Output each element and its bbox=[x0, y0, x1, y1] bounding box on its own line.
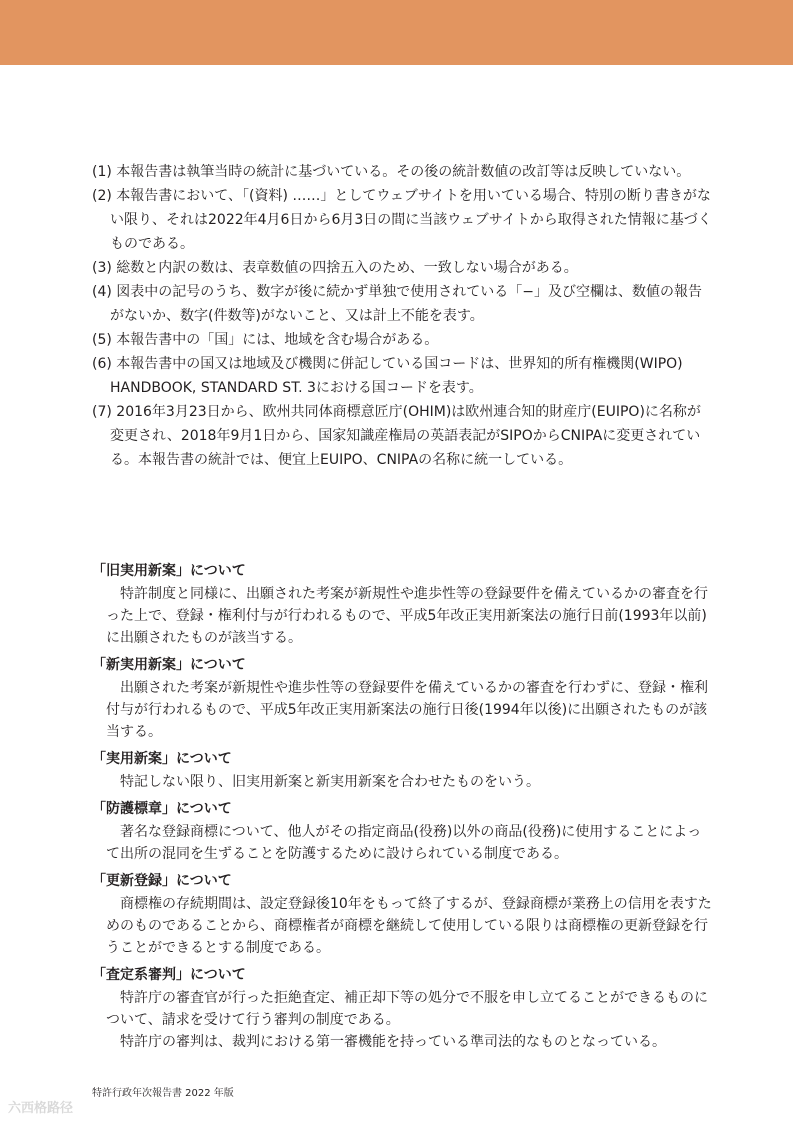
section-paragraph: 特許庁の審査官が行った拒絶査定、補正却下等の処分で不服を申し立てることができるものについて、請求を受けて行う審判の制度である。 bbox=[106, 990, 708, 1028]
section-paragraph: 出願された考案が新規性や進歩性等の登録要件を備えているかの審査を行わずに、登録・権利付与が行われるもので、平成5年改正実用新案法の施行日後(1994年以後)に出願されたものが該当する。 bbox=[106, 680, 708, 740]
header-band bbox=[0, 0, 793, 65]
section-heading: 「防護標章」について bbox=[92, 801, 232, 817]
section-paragraph: 特記しない限り、旧実用新案と新実用新案を合わせたものをいう。 bbox=[120, 774, 540, 790]
definition-section bbox=[92, 749, 712, 793]
definition-section bbox=[92, 965, 712, 1053]
page-footer: 特許行政年次報告書 2022 年版 bbox=[92, 1088, 234, 1099]
definition-section bbox=[92, 871, 712, 959]
watermark: 六西格路径 bbox=[8, 1101, 74, 1116]
section-paragraph: 特許制度と同様に、出願された考案が新規性や進歩性等の登録要件を備えているかの審査を行った上で、登録・権利付与が行われるもので、平成5年改正実用新案法の施行日前(1993年以前)に出願されたものが該当する。 bbox=[106, 586, 708, 646]
note-item: (4) 図表中の記号のうち、数字が後に続かず単独で使用されている「−」及び空欄は、数値の報告がないか、数字(件数等)がないこと、又は計上不能を表す。 bbox=[92, 284, 703, 324]
section-heading: 「新実用新案」について bbox=[92, 657, 246, 673]
note-item: (1) 本報告書は執筆当時の統計に基づいている。その後の統計数値の改訂等は反映していない。 bbox=[92, 164, 691, 180]
section-heading: 「査定系審判」について bbox=[92, 967, 246, 983]
note-item: (5) 本報告書中の「国」には、地域を含む場合がある。 bbox=[92, 332, 439, 348]
definition-section bbox=[92, 561, 712, 649]
definition-section bbox=[92, 799, 712, 865]
note-item: (2) 本報告書において、「(資料) ……」としてウェブサイトを用いている場合、特別の断り書きがない限り、それは2022年4月6日から6月3日の間に当該ウェブサイトから取得された情報に基づくものである。 bbox=[92, 188, 712, 252]
section-heading: 「旧実用新案」について bbox=[92, 563, 246, 579]
section-heading: 「実用新案」について bbox=[92, 751, 232, 767]
definition-section bbox=[92, 655, 712, 743]
section-paragraph: 商標権の存続期間は、設定登録後10年をもって終了するが、登録商標が業務上の信用を表すためのものであることから、商標権者が商標を継続して使用している限りは商標権の更新登録を行うことができるとする制度である。 bbox=[106, 896, 712, 956]
section-paragraph: 著名な登録商標について、他人がその指定商品(役務)以外の商品(役務)に使用することによって出所の混同を生ずることを防護するために設けられている制度である。 bbox=[106, 824, 702, 862]
note-item: (6) 本報告書中の国又は地域及び機関に併記している国コードは、世界知的所有権機関(WIPO) HANDBOOK, STANDARD ST. 3における国コードを表す。 bbox=[92, 356, 683, 396]
section-heading: 「更新登録」について bbox=[92, 873, 232, 889]
note-item: (7) 2016年3月23日から、欧州共同体商標意匠庁(OHIM)は欧州連合知的財産庁(EUIPO)に名称が変更され、2018年9月1日から、国家知識産権局の英語表記がSIPOからCNIPAに変更されている。本報告書の統計では、便宜上EUIPO、CNIPAの名称に統一している。 bbox=[92, 404, 701, 468]
section-paragraph: 特許庁の審判は、裁判における第一審機能を持っている準司法的なものとなっている。 bbox=[120, 1034, 666, 1050]
note-item: (3) 総数と内訳の数は、表章数値の四捨五入のため、一致しない場合がある。 bbox=[92, 260, 578, 276]
notes-list bbox=[92, 160, 712, 472]
definitions bbox=[92, 561, 712, 1059]
